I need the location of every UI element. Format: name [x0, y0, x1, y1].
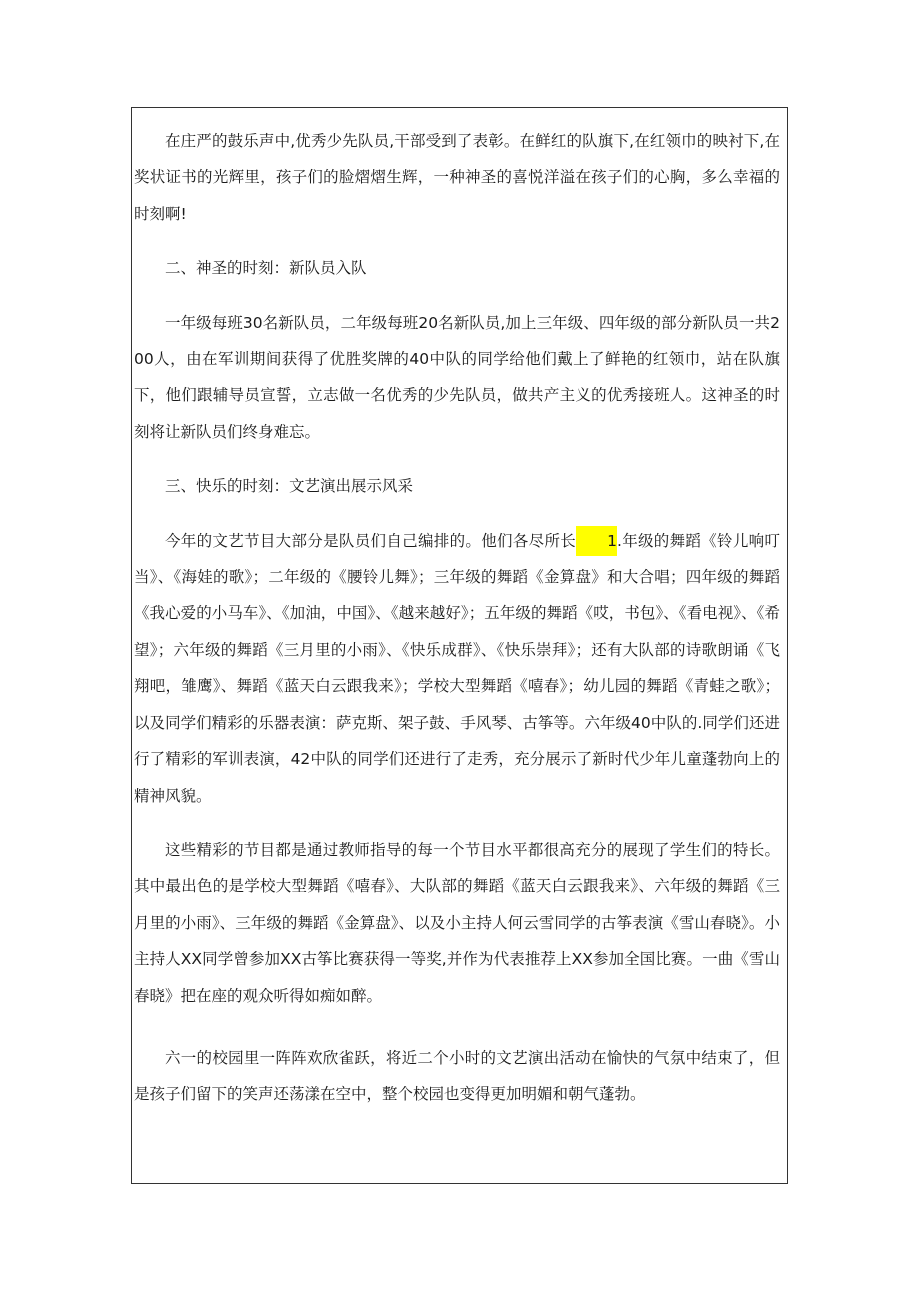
heading-performance: 三、快乐的时刻：文艺演出展示风采: [165, 477, 414, 496]
heading-new-members: 二、神圣的时刻：新队员入队: [165, 259, 367, 278]
document-body: [134, 123, 780, 1113]
paragraph-performance-start: 今年的文艺节目大部分是队员们自己编排的。他们各尽所长: [165, 531, 577, 550]
paragraph-closing: 六一的校园里一阵阵欢欣雀跃，将近二个小时的文艺演出活动在愉快的气氛中结束了，但是孩子们留下的笑声还荡漾在空中，整个校园也变得更加明媚和朝气蓬勃。: [134, 1048, 780, 1104]
paragraph-awards: 在庄严的鼓乐声中,优秀少先队员,干部受到了表彰。在鲜红的队旗下,在红领巾的映衬下,在奖状证书的光辉里，孩子们的脸熠熠生辉，一种神圣的喜悦洋溢在孩子们的心胸，多么幸福的时刻啊!: [134, 132, 780, 223]
paragraph-highlights: 这些精彩的节目都是通过教师指导的每一个节目水平都很高充分的展现了学生们的特长。其中最出色的是学校大型舞蹈《嘻春》、大队部的舞蹈《蓝天白云跟我来》、六年级的舞蹈《三月里的小雨》、三年级的舞蹈《金算盘》、以及小主持人何云雪同学的古筝表演《雪山春晓》。小主持人XX同学曾参加XX古筝比赛获得一等奖,并作为代表推荐上XX参加全国比赛。一曲《雪山春晓》把在座的观众听得如痴如醉。: [134, 840, 780, 1005]
paragraph-performance: [134, 523, 780, 814]
highlight-mark: 1: [576, 526, 617, 556]
paragraph-performance-rest: .年级的舞蹈《铃儿响叮当》、《海娃的歌》；二年级的《腰铃儿舞》；三年级的舞蹈《金算盘》和大合唱；四年级的舞蹈《我心爱的小马车》、《加油，中国》、《越来越好》；五年级的舞蹈《哎，书包》、《看电视》、《希望》；六年级的舞蹈《三月里的小雨》、《快乐成群》、《快乐崇拜》；还有大队部的诗歌朗诵《飞翔吧，雏鹰》、舞蹈《蓝天白云跟我来》；学校大型舞蹈《嘻春》；幼儿园的舞蹈《青蛙之歌》；以及同学们精彩的乐器表演：萨克斯、架子鼓、手风琴、古筝等。六年级40中队的.同学们还进行了精彩的军训表演，42中队的同学们还进行了走秀，充分展示了新时代少年儿童蓬勃向上的精神风貌。: [134, 531, 780, 805]
paragraph-new-members: 一年级每班30名新队员，二年级每班20名新队员,加上三年级、四年级的部分新队员一共200人，由在军训期间获得了优胜奖牌的40中队的同学给他们戴上了鲜艳的红领巾，站在队旗下，他们跟辅导员宣誓，立志做一名优秀的少先队员，做共产主义的优秀接班人。这神圣的时刻将让新队员们终身难忘。: [134, 313, 780, 441]
